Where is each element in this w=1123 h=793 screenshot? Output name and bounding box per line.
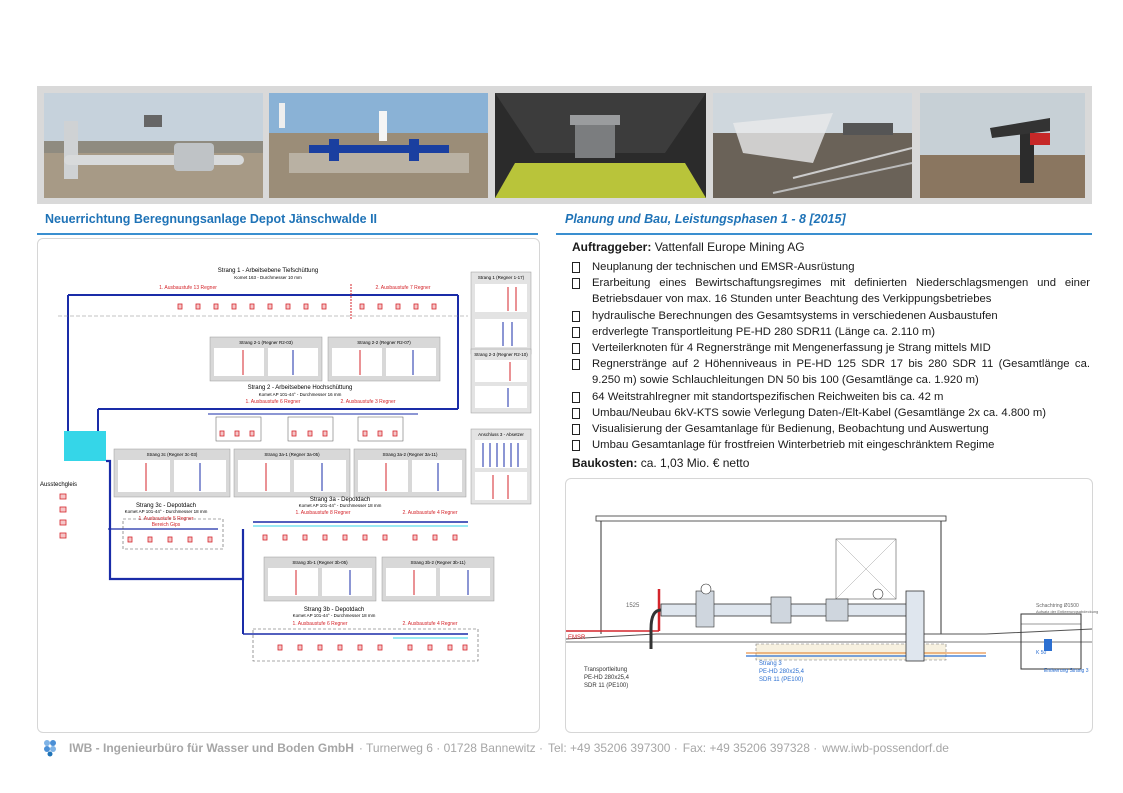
technical-drawing (565, 478, 1099, 733)
checkbox-icon (572, 359, 580, 370)
strang3b-sub: Komet AP 101-44° - Durchmesser 18 mm (292, 613, 376, 618)
checkbox-icon (572, 262, 580, 273)
scope-item: Verteilerknoten für 4 Regnerstränge mit Mengenerfassung je Strang mittels MID (572, 340, 1090, 356)
strang3c-title: Strang 3c - Depotdach (135, 503, 197, 509)
panel-strang1 (471, 272, 531, 354)
dim-left: 1525 (626, 603, 640, 609)
strang2-sub: Komet AP 101-44° - Durchmesser 16 mm (258, 392, 342, 397)
panel-strang3b-2 (382, 557, 494, 601)
label-transport-sdr: SDR 11 (PE100) (584, 683, 629, 689)
label-shaft: Schachtring Ø1500 (1036, 603, 1079, 609)
scope-item: erdverlegte Transportleitung PE-HD 280 SDR11 (Länge ca. 2.110 m) (572, 324, 1090, 340)
strang3a-stage1: 1. Ausbaustufe 8 Regner (295, 510, 351, 516)
strang1-stage2: 2. Ausbaustufe 7 Regner (375, 285, 431, 291)
photo-basin (495, 93, 706, 198)
label-transport: Transportleitung (584, 667, 628, 673)
panel-strang3a-2 (354, 449, 466, 497)
svg-text:Strang 2-3 (Regner R2-10): Strang 2-3 (Regner R2-10) (474, 352, 528, 357)
scope-list (572, 259, 1090, 453)
strang1-stage1: 1. Ausbaustufe 13 Regner (159, 285, 217, 291)
strang2-stage1: 1. Ausbaustufe 6 Regner (245, 399, 301, 405)
checkbox-icon (572, 440, 580, 451)
label-transport-pipe: PE-HD 280x25,4 (584, 675, 630, 681)
cost-label: Baukosten: (572, 456, 638, 470)
client-line (572, 240, 805, 254)
footer (43, 738, 949, 758)
title-rule-left (37, 233, 538, 235)
panel-strang2-2 (328, 337, 440, 381)
scope-item: 64 Weitstrahlregner mit standortspezifischen Reichweiten bis ca. 42 m (572, 389, 1090, 405)
strang3b-stage2: 2. Ausbaustufe 4 Regner (402, 621, 458, 627)
photo-pipe-installation (44, 93, 263, 198)
photo-strip (37, 86, 1092, 204)
svg-text:Strang 3b-1 (Regner 3b-05): Strang 3b-1 (Regner 3b-05) (292, 560, 348, 565)
footer-tel: Tel: +49 35206 397300 · (548, 741, 678, 755)
svg-text:Strang 1 (Regner 1-17): Strang 1 (Regner 1-17) (477, 275, 525, 280)
strang3a-title: Strang 3a - Depotdach (309, 497, 371, 503)
strang3c-sub: Komet AP 101-44° - Durchmesser 18 mm (124, 509, 208, 514)
cost-line (572, 456, 749, 470)
checkbox-icon (572, 408, 580, 419)
label-strang-sdr: SDR 11 (PE100) (759, 677, 804, 683)
client-label: Auftraggeber: (572, 240, 652, 254)
svg-text:Strang 2-2 (Regner R2-07): Strang 2-2 (Regner R2-07) (357, 340, 411, 345)
photo-rain-gun (920, 93, 1085, 198)
panel-strang3c (114, 449, 230, 497)
panel-strang3b-1 (264, 557, 376, 601)
svg-text:Strang 3a-2 (Regner 3a-11): Strang 3a-2 (Regner 3a-11) (382, 452, 438, 457)
label-strang: Strang 3 (759, 661, 782, 667)
roof (596, 516, 946, 521)
svg-text:Strang 3a-1 (Regner 3a-05): Strang 3a-1 (Regner 3a-05) (264, 452, 320, 457)
label-k: K 50 (1036, 650, 1047, 656)
phase-title: Planung und Bau, Leistungsphasen 1 - 8 [2015] (565, 212, 846, 226)
panel-strang3a-1 (234, 449, 350, 497)
ausstechgleis-label: Ausstechgleis (40, 482, 78, 488)
strang2-title: Strang 2 - Arbeitsebene Hochschüttung (247, 385, 353, 391)
footer-fax: Fax: +49 35206 397328 · (682, 741, 818, 755)
scope-item: Neuplanung der technischen und EMSR-Ausrüstung (572, 259, 1090, 275)
scope-item: Regnerstränge auf 2 Höhenniveaus in PE-HD 125 SDR 17 bis 280 SDR 11 (Gesamtlänge ca. 9.250 m) sowie Schlauchleitungen DN 50 bis 100 (Gesamtlänge ca. 1.920 m) (572, 356, 1090, 388)
label-strang-pipe: PE-HD 280x25,4 (759, 669, 805, 675)
strang3b-stage1: 1. Ausbaustufe 6 Regner (292, 621, 348, 627)
photo-sprinklers-depot (713, 93, 912, 198)
panel-strang2-3 (471, 349, 531, 413)
label-shaft2: Aufsatz der Entleerungsabdeckung (1036, 609, 1099, 614)
label-entl: Entleerung Strang 3 (1044, 668, 1089, 674)
scope-item: Visualisierung der Gesamtanlage für Bedienung, Beobachtung und Auswertung (572, 421, 1090, 437)
checkbox-icon (572, 278, 580, 289)
footer-address: · Turnerweg 6 · 01728 Bannewitz · (358, 741, 543, 755)
checkbox-icon (572, 311, 580, 322)
distribution-node (64, 431, 106, 461)
photo-distribution-node (269, 93, 488, 198)
footer-company: IWB - Ingenieurbüro für Wasser und Boden GmbH (69, 741, 354, 755)
panel-anschluss3 (471, 429, 531, 504)
client-name: Vattenfall Europe Mining AG (654, 240, 805, 254)
scope-item: Umbau Gesamtanlage für frostfreien Winterbetrieb mit eingeschränktem Regime (572, 437, 1090, 453)
checkbox-icon (572, 392, 580, 403)
strang3c-stage1: 1. Ausbaustufe 5 Regner (138, 516, 194, 522)
strang1-sub: Komet 163 - Durchmesser 10 mm (234, 275, 302, 280)
strang2-stage2: 2. Ausbaustufe 3 Regner (340, 399, 396, 405)
svg-text:Strang 2-1 (Regner R2-03): Strang 2-1 (Regner R2-03) (239, 340, 293, 345)
svg-text:Strang 3c (Regner 3c-03): Strang 3c (Regner 3c-03) (146, 452, 198, 457)
checkbox-icon (572, 424, 580, 435)
panel-strang2-1 (210, 337, 322, 381)
irrigation-schematic (37, 238, 540, 733)
checkbox-icon (572, 327, 580, 338)
strang3a-stage2: 2. Ausbaustufe 4 Regner (402, 510, 458, 516)
scope-item: Umbau/Neubau 6kV-KTS sowie Verlegung Daten-/Elt-Kabel (Gesamtlänge 2x ca. 4.800 m) (572, 405, 1090, 421)
checkbox-icon (572, 343, 580, 354)
strang3c-area: Bereich Gips (151, 522, 181, 528)
svg-text:Strang 3b-2 (Regner 3b-11): Strang 3b-2 (Regner 3b-11) (410, 560, 466, 565)
iwb-logo-icon (43, 739, 61, 757)
label-emsr: EMSR (568, 635, 586, 641)
strang3b-title: Strang 3b - Depotdach (303, 607, 365, 613)
project-title: Neuerrichtung Beregnungsanlage Depot Jänschwalde II (45, 212, 378, 226)
footer-web[interactable]: www.iwb-possendorf.de (822, 741, 949, 755)
title-rule-right (556, 233, 1092, 235)
strang3a-sub: Komet AP 101-44° - Durchmesser 18 mm (298, 503, 382, 508)
strang1-title: Strang 1 - Arbeitsebene Tiefschüttung (217, 268, 319, 274)
strang1-regner (178, 304, 436, 309)
scope-item: Erarbeitung eines Bewirtschaftungsregimes mit definierten Niederschlagsmengen und einer Betriebsdauer von max. 16 Stunden unter Beachtung des Verkippungsbetriebes (572, 275, 1090, 307)
cost-value: ca. 1,03 Mio. € netto (640, 456, 750, 470)
svg-text:Anschluss 3 - Absetzer: Anschluss 3 - Absetzer (478, 432, 524, 437)
scope-item: hydraulische Berechnungen des Gesamtsystems in verschiedenen Ausbaustufen (572, 308, 1090, 324)
